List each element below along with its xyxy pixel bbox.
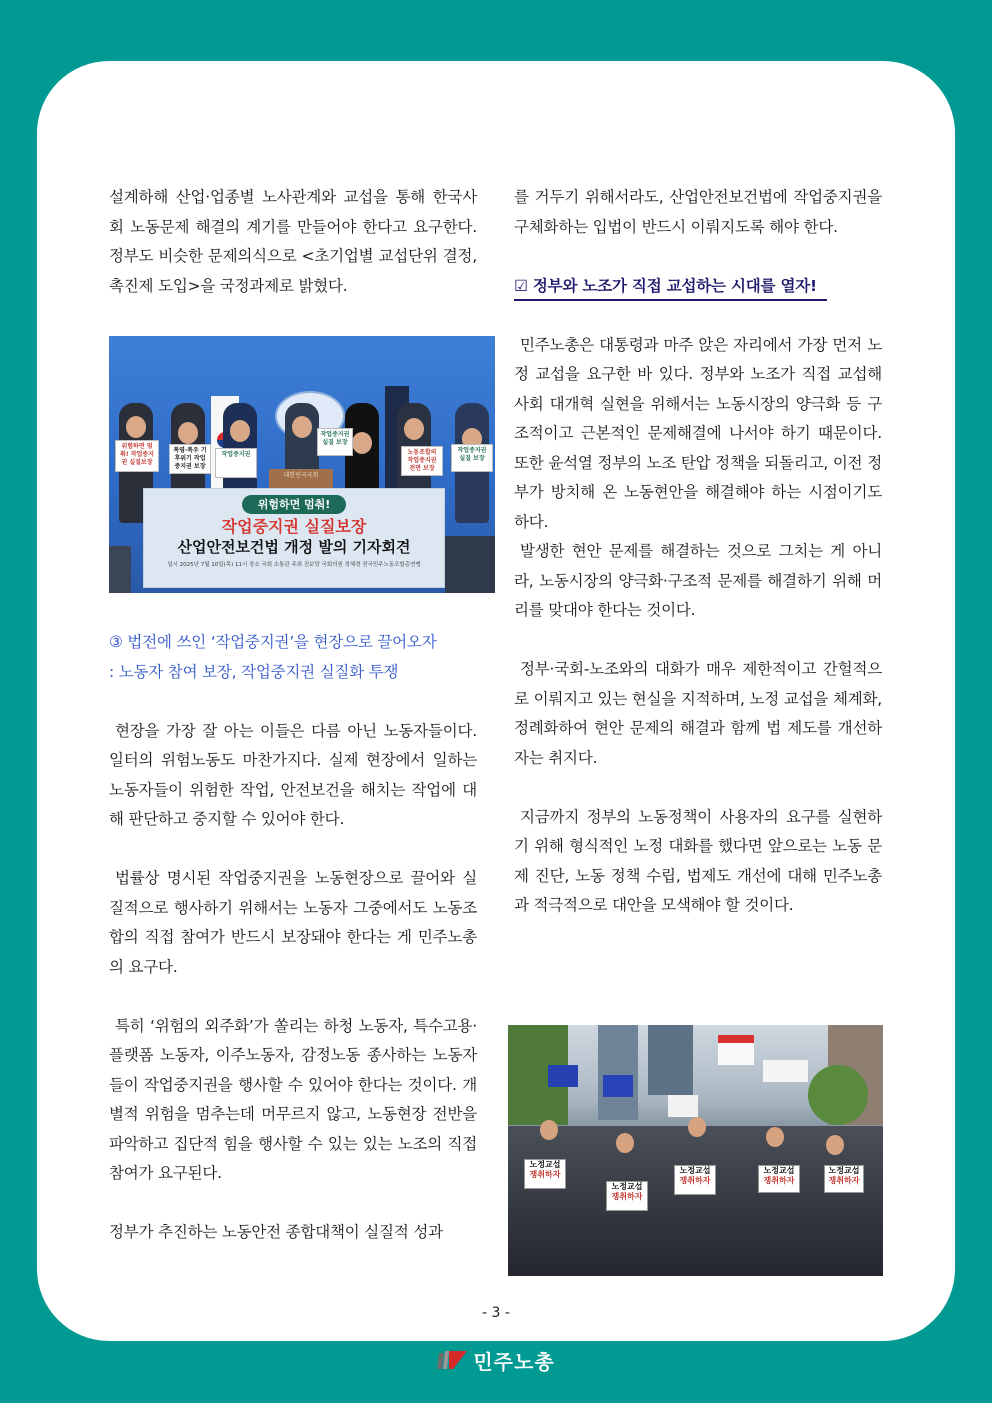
section-heading: ☑ 정부와 노조가 직접 교섭하는 시대를 열자! bbox=[514, 273, 827, 301]
protest-sign: 노정교섭 쟁취하자 bbox=[674, 1165, 716, 1195]
flag-icon bbox=[763, 1060, 808, 1082]
paragraph: 발생한 현안 문제를 해결하는 것으로 그치는 게 아니라, 노동시장의 양극화·구조적 문제를 해결하기 위해 머리를 맞대야 한다는 것이다. bbox=[514, 542, 882, 619]
flag-icon bbox=[548, 1065, 578, 1087]
flag-icon bbox=[718, 1035, 754, 1065]
paragraph: 특히 ‘위험의 외주화’가 쏠리는 하청 노동자, 특수고용·플랫폼 노동자, 이주노동자, 감정노동 종사하는 노동자들이 작업중지권을 행사할 수 있어야 한다는 것이다. 개별적 위험을 멈추는데 머무르지 않고, 노동현장 전반을 파악하고 집단적 힘을 행사할 수 있는 있는 노조의 직접 참여가 요구된다. bbox=[109, 1016, 477, 1182]
paragraph: 정부·국회-노조와의 대화가 매우 제한적이고 간헐적으로 이뤄지고 있는 현실을 지적하며, 노정 교섭을 체계화, 정례화하여 현안 문제의 해결과 함께 법 제도를 개선하자는 취지다. bbox=[514, 660, 882, 767]
paragraph: 법률상 명시된 작업중지권을 노동현장으로 끌어와 실질적으로 행사하기 위해서는 노동자 그중에서도 노동조합의 직접 참여가 반드시 보장돼야 한다는 게 민주노총의 요구다. bbox=[109, 869, 477, 976]
kctu-logo-icon bbox=[437, 1349, 467, 1371]
banner-info: 일시 2025년 7월 10일(목) 11시 장소 국회 소통관 주최 진보당 국회의원 정혜경 전국민주노동조합총연맹 bbox=[167, 562, 421, 568]
protest-sign: 작업중지권 bbox=[215, 448, 257, 478]
left-column-lower bbox=[109, 628, 477, 1248]
banner-title-1: 작업중지권 실질보장 bbox=[221, 517, 367, 536]
protest-sign: 위험하면 멈춰! 작업중지권 실질보장 bbox=[115, 440, 159, 472]
banner-title-2: 산업안전보건법 개정 발의 기자회견 bbox=[177, 538, 411, 556]
paragraph: 현장을 가장 잘 아는 이들은 다름 아닌 노동자들이다. 일터의 위험노동도 마찬가지다. 실제 현장에서 일하는 노동자들이 위험한 작업, 안전보건을 해치는 작업에 대해 판단하고 중지할 수 있어야 한다. bbox=[109, 721, 477, 828]
protest-sign: 노동조합의 작업중지권 전면 보장 bbox=[401, 446, 443, 476]
podium: 대한민국국회 bbox=[269, 469, 333, 495]
protest-sign: 노정교섭 쟁취하자 bbox=[758, 1165, 800, 1193]
right-column bbox=[514, 183, 882, 921]
paragraph: 정부가 추진하는 노동안전 종합대책이 실질적 성과 bbox=[109, 1223, 443, 1241]
rally-photo bbox=[508, 1025, 883, 1276]
logo-text: 민주노총 bbox=[473, 1349, 555, 1374]
footer-logo bbox=[0, 1343, 992, 1377]
section-subheading: : 노동자 참여 보장, 작업중지권 실질화 투쟁 bbox=[109, 662, 399, 681]
flag-icon bbox=[603, 1075, 633, 1097]
paragraph: 지금까지 정부의 노동정책이 사용자의 요구를 실현하기 위해 형식적인 노정 대화를 했다면 앞으로는 노동 문제 진단, 노동 정책 수립, 법제도 개선에 대해 민주노총과 적극적으로 대안을 모색해야 할 것이다. bbox=[514, 807, 882, 914]
protest-sign: 노정교섭 쟁취하자 bbox=[606, 1181, 648, 1211]
press-conference-photo bbox=[109, 336, 495, 593]
press-banner bbox=[143, 488, 445, 588]
intro-paragraph: 설계하해 산업·업종별 노사관계와 교섭을 통해 한국사회 노동문제 해결의 계기를 만들어야 한다고 요구한다. 정부도 비슷한 문제의식으로 <초기업별 교섭단위 결정, 촉진제 도입>을 국정과제로 밝혔다. bbox=[109, 188, 477, 295]
flag-icon bbox=[668, 1095, 698, 1117]
continued-paragraph: 를 거두기 위해서라도, 산업안전보건법에 작업중지권을 구체화하는 입법이 반드시 이뤄지도록 해야 한다. bbox=[514, 188, 882, 236]
protest-sign: 폭염·폭우 기후위기 작업중지권 보장 bbox=[169, 444, 211, 474]
protest-sign: 노정교섭 쟁취하자 bbox=[524, 1159, 566, 1189]
paragraph: 민주노총은 대통령과 마주 앉은 자리에서 가장 먼저 노정 교섭을 요구한 바 있다. 정부와 노조가 직접 교섭해 사회 대개혁 실현을 위해서는 노동시장의 양극화 등 구조적이고 근본적인 문제해결에 나서야 하기 때문이다. 또한 윤석열 정부의 노조 탄압 정책을 되돌리고, 이전 정부가 방치해 온 노동현안을 해결해야 하는 시점이기도 하다. bbox=[514, 335, 882, 531]
protest-sign: 작업중지권 실질 보장 bbox=[317, 428, 353, 456]
protest-sign: 노정교섭 쟁취하자 bbox=[824, 1165, 864, 1193]
banner-pill: 위험하면 멈춰! bbox=[242, 495, 347, 514]
protest-sign: 작업중지권 실질 보장 bbox=[451, 444, 493, 472]
section-heading: ③ 법전에 쓰인 ‘작업중지권’을 현장으로 끌어오자 bbox=[109, 633, 437, 651]
left-column bbox=[109, 183, 477, 301]
page-number: - 3 - bbox=[482, 1305, 510, 1321]
